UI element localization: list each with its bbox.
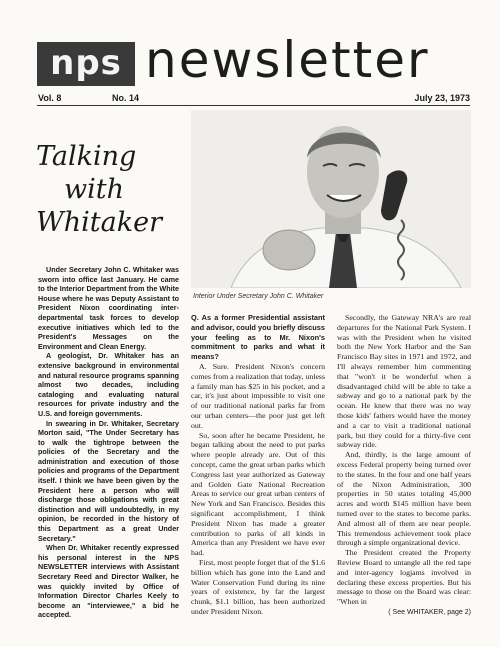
volume-label: Vol. 8 — [38, 93, 62, 103]
interview-paragraph: And, thirdly, is the large amount of excess Federal property being turned over to the states. In the four and one half years of the Nixon Administration, 300 properties in 50 states totaling 45,000 acres and worth $145 million have been turned over to the states to become parks. And almost all of them are near people. This tremendous achievement took place through a simple organizational device. — [337, 450, 471, 548]
interview-paragraph: Secondly, the Gateway NRA's are real departures for the National Park System. I was with the President when he visited both the New York Harbor and the San Francisco Bay sites in 1971 and 1972, and I'll always remember him commenting that "won't it be wonderful when a disadvantaged child will be able to take a subway and go to a national park by the ocean. He knew that there was no way those kids' fathers would have the money and a car to visit a traditional national park, but they could for a thirty-five cent subway ride. — [337, 313, 471, 450]
issue-number: No. 14 — [112, 93, 140, 103]
nps-logo-badge: nps — [37, 42, 135, 86]
portrait-photo — [191, 110, 471, 288]
interview-paragraph: A. Sure. President Nixon's concern comes from a realization that today, unless a family man has $25 in his pocket, and a car, it's just about impossible to visit one of our traditional national parks far from our urban centers—the poor just get left out. — [191, 361, 325, 430]
intro-paragraph: In swearing in Dr. Whitaker, Secretary Morton said, "The Under Secretary has to walk the tightrope between the policies of the Secretary and the administration and execution of those policies and programs of the Department itself. I think we have been given by the President here a person who will discharge those obligations with great distinction and will undoubtedly, in my opinion, be recorded in the history of this Department as a great Under Secretary." — [38, 418, 179, 543]
interview-column-3 — [337, 313, 471, 618]
interview-paragraph: The President created the Property Review Board to untangle all the red tape and inter-agency logjams involved in declaring these excess properties. But his message to those on the Board was clear: "When in — [337, 548, 471, 607]
portrait-illustration — [191, 110, 471, 288]
intro-paragraph: When Dr. Whitaker recently expressed his personal interest in the NPS NEWSLETTER interviews with Assistant Secretary Reed and Director Walker, he was quickly invited by Office of Information Director Charles Keely to become an "interviewee," a bid he accepted. — [38, 543, 179, 620]
intro-paragraph: Under Secretary John C. Whitaker was sworn into office last January. He came to the Interior Department from the White House where he was Deputy Assistant to President Nixon coordinating inter-departmental task forces to develop executive initiatives which led to the President's Messages on the Environment and Clean Energy. — [38, 265, 179, 351]
interview-paragraph: So, soon after he became President, he began talking about the need to put parks where people already are. Out of this concept, came the great urban parks which Congress last year authorized as Gateway and Golden Gate National Recreation Areas to service our great urban centers of New York and San Francisco. Besides this significant accomplishment, I think President Nixon has made a greater contribution to parks of all kinds in America than any President we have ever had. — [191, 430, 325, 558]
intro-column — [38, 265, 179, 620]
article-headline — [36, 140, 176, 239]
newsletter-title: newsletter — [145, 31, 430, 89]
interview-question: Q. As a former Presidential assistant and advisor, could you briefly discuss your feeling as to Mr. Nixon's commitment to parks and what it means? — [191, 313, 325, 362]
continued-on-page-link[interactable]: ( See WHITAKER, page 2) — [388, 608, 471, 616]
masthead-divider — [37, 105, 470, 106]
masthead — [37, 31, 470, 89]
interview-paragraph: First, most people forget that of the $1.6 billion which has gone into the Land and Water Conservation Fund during its nine years of existence, by far the largest chunk, $1.1 billion, has been authorized under President Nixon. — [191, 557, 325, 616]
headline-line-3: Whitaker — [36, 207, 162, 238]
issue-date: July 23, 1973 — [414, 93, 470, 103]
headline-line-2: with — [64, 174, 124, 205]
intro-paragraph: A geologist, Dr. Whitaker has an extensive background in environmental and natural resource programs spanning almost two decades, including cataloging and evaluating natural resources for private industry and the U.S. and foreign governments. — [38, 351, 179, 418]
photo-caption: Interior Under Secretary John C. Whitaker — [193, 293, 324, 300]
interview-column-2 — [191, 313, 325, 617]
headline-line-1: Talking — [36, 141, 137, 172]
